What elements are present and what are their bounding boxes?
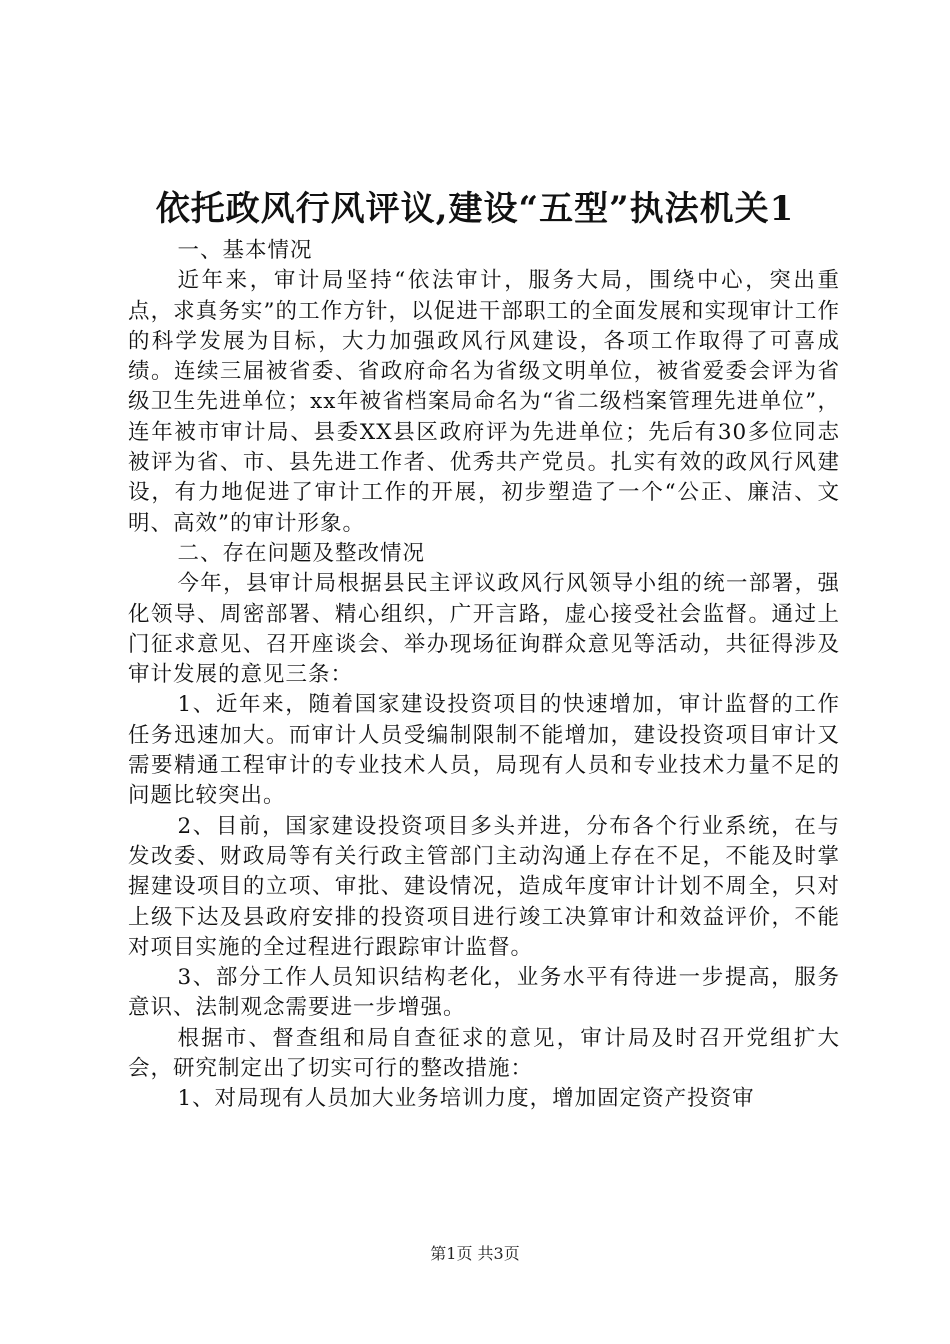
paragraph: 近年来，审计局坚持“依法审计，服务大局，围绕中心，突出重点，求真务实”的工作方针，以促进干部职工的全面发展和实现审计工作的科学发展为目标，大力加强政风行风建设，各项工作取得了可喜成绩。连续三届被省委、省政府命名为省级文明单位，被省爱委会评为省级卫生先进单位；xx年被省档案局命名为“省二级档案管理先进单位”，连年被市审计局、县委XX县区政府评为先进单位；先后有30多位同志被评为省、市、县先进工作者、优秀共产党员。扎实有效的政风行风建设，有力地促进了审计工作的开展，初步塑造了一个“公正、廉洁、文明、高效”的审计形象。 <box>128 268 840 536</box>
list-item: 2、目前，国家建设投资项目多头并进，分布各个行业系统，在与发改委、财政局等有关行政主管部门主动沟通上存在不足，不能及时掌握建设项目的立项、审批、建设情况，造成年度审计计划不周全，只对上级下达及县政府安排的投资项目进行竣工决算审计和效益评价，不能对项目实施的全过程进行跟踪审计监督。 <box>128 813 840 960</box>
list-item: 3、部分工作人员知识结构老化，业务水平有待进一步提高，服务意识、法制观念需要进一步增强。 <box>128 965 840 1021</box>
section-heading-problems: 二、存在问题及整改情况 <box>177 540 425 566</box>
paragraph: 根据市、督查组和局自查征求的意见，审计局及时召开党组扩大会，研究制定出了切实可行的整改措施： <box>128 1025 840 1082</box>
document-body <box>128 236 840 1115</box>
paragraph: 今年，县审计局根据县民主评议政风行风领导小组的统一部署，强化领导、周密部署、精心组织，广开言路，虚心接受社会监督。通过上门征求意见、召开座谈会、举办现场征询群众意见等活动，共征得涉及审计发展的意见三条： <box>128 571 840 688</box>
list-item: 1、近年来，随着国家建设投资项目的快速增加，审计监督的工作任务迅速加大。而审计人员受编制限制不能增加，建设投资项目审计又需要精通工程审计的专业技术人员，局现有人员和专业技术力量不足的问题比较突出。 <box>128 692 840 809</box>
document-title: 依托政风行风评议,建设“五型”执法机关1 <box>155 189 795 229</box>
section-heading-basic-situation: 一、基本情况 <box>177 238 313 263</box>
list-item: 1、对局现有人员加大业务培训力度，增加固定资产投资审 <box>177 1086 755 1112</box>
page-footer: 第1页 共3页 <box>430 1244 520 1263</box>
